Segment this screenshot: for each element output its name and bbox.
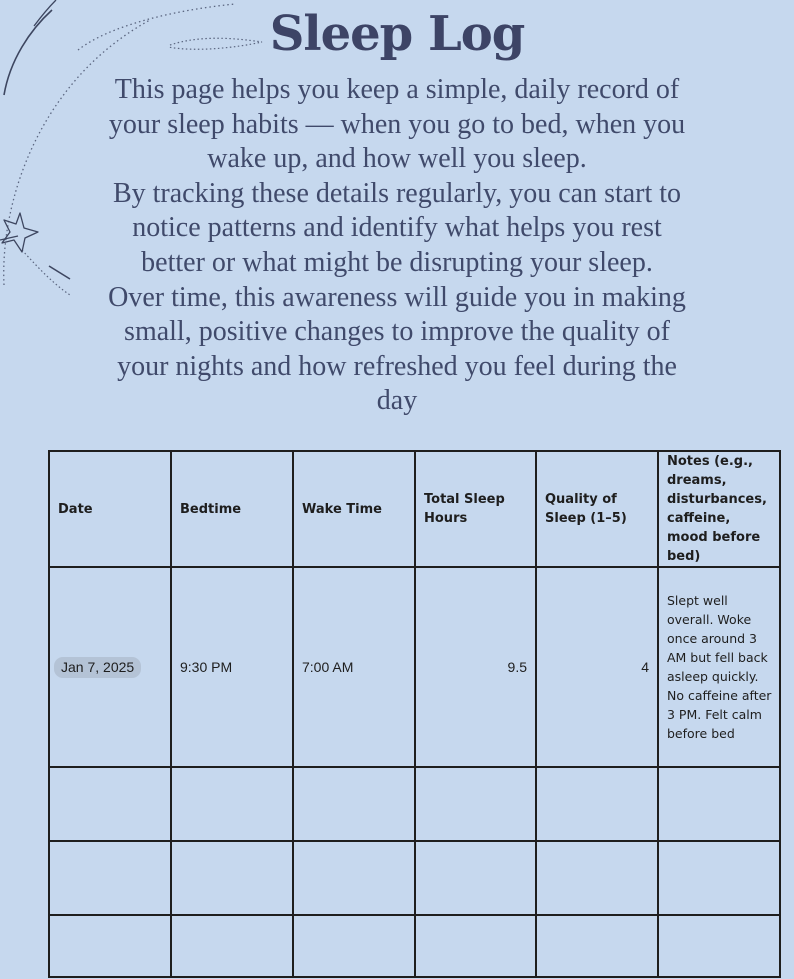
page-title: Sleep Log: [269, 6, 525, 62]
cell-bedtime[interactable]: [171, 767, 293, 841]
table-row-empty: [49, 767, 780, 841]
cell-total-sleep-hours[interactable]: [415, 767, 536, 841]
header-date: Date: [49, 451, 171, 567]
table-row-empty: [49, 841, 780, 915]
cell-date[interactable]: [49, 767, 171, 841]
cell-wake-time[interactable]: [293, 915, 415, 977]
cell-quality[interactable]: [536, 841, 658, 915]
table-header-row: [49, 451, 780, 567]
intro-line: day: [376, 385, 418, 417]
intro-line: notice patterns and identify what helps you rest: [132, 212, 662, 244]
cell-date[interactable]: [49, 841, 171, 915]
intro-line: Over time, this awareness will guide you in making: [108, 281, 686, 313]
intro-line: your sleep habits — when you go to bed, when you: [108, 108, 686, 140]
cell-total-sleep-hours[interactable]: 9.5: [415, 567, 536, 767]
cell-total-sleep-hours[interactable]: [415, 915, 536, 977]
cell-quality[interactable]: [536, 915, 658, 977]
intro-line: small, positive changes to improve the quality of: [124, 316, 670, 348]
cell-notes[interactable]: Slept well overall. Woke once around 3 AM but fell back asleep quickly. No caffeine after 3 PM. Felt calm before bed: [658, 567, 780, 767]
cell-date[interactable]: [49, 567, 171, 767]
table-row-empty: [49, 915, 780, 977]
cell-quality[interactable]: 4: [536, 567, 658, 767]
cell-bedtime[interactable]: [171, 841, 293, 915]
date-chip[interactable]: Jan 7, 2025: [54, 657, 141, 678]
cell-bedtime[interactable]: 9:30 PM: [171, 567, 293, 767]
cell-notes[interactable]: [658, 915, 780, 977]
cell-bedtime[interactable]: [171, 915, 293, 977]
intro-paragraph: [50, 73, 744, 419]
intro-line: better or what might be disrupting your sleep.: [141, 246, 653, 278]
cell-wake-time[interactable]: [293, 767, 415, 841]
cell-wake-time[interactable]: 7:00 AM: [293, 567, 415, 767]
header-bedtime: Bedtime: [171, 451, 293, 567]
cell-total-sleep-hours[interactable]: [415, 841, 536, 915]
cell-notes[interactable]: [658, 841, 780, 915]
table-row: [49, 567, 780, 767]
sleep-log-table: [48, 450, 781, 978]
header-total-sleep-hours: Total Sleep Hours: [415, 451, 536, 567]
star-icon: [2, 213, 38, 252]
cell-notes[interactable]: [658, 767, 780, 841]
intro-line: your nights and how refreshed you feel during the: [117, 350, 677, 382]
intro-line: This page helps you keep a simple, daily record of: [114, 74, 680, 105]
cell-quality[interactable]: [536, 767, 658, 841]
header-quality: Quality of Sleep (1–5): [536, 451, 658, 567]
header-notes: Notes (e.g., dreams, disturbances, caffeine, mood before bed): [658, 451, 780, 567]
intro-line: wake up, and how well you sleep.: [207, 143, 587, 175]
cell-wake-time[interactable]: [293, 841, 415, 915]
intro-line: By tracking these details regularly, you can start to: [112, 177, 682, 209]
header-wake-time: Wake Time: [293, 451, 415, 567]
cell-date[interactable]: [49, 915, 171, 977]
